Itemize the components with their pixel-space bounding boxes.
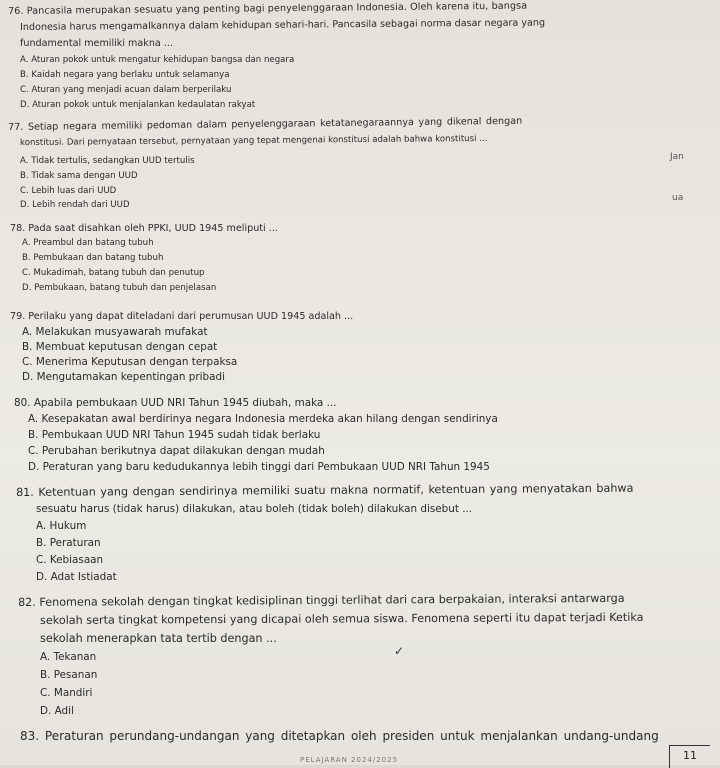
question-80-option-d[interactable]: D. Peraturan yang baru kedudukannya lebih tinggi dari Pembukaan UUD NRI Tahun 1945 [28,461,490,473]
question-78-stem: 78. Pada saat disahkan oleh PPKI, UUD 1945 meliputi ... [10,223,278,234]
question-77-option-c[interactable]: C. Lebih luas dari UUD [20,186,117,196]
check-mark-icon: ✓ [394,644,405,658]
question-76-option-a[interactable]: A. Aturan pokok untuk mengatur kehidupan bangsa dan negara [20,55,295,65]
question-77-option-a[interactable]: A. Tidak tertulis, sedangkan UUD tertulis [20,156,195,166]
question-76-option-b[interactable]: B. Kaidah negara yang berlaku untuk selamanya [20,70,230,80]
question-79-option-c[interactable]: C. Menerima Keputusan dengan terpaksa [22,356,238,368]
question-76-stem-line-2: Indonesia harus mengamalkannya dalam kehidupan sehari-hari. Pancasila sebagai norma dasar negara yang [20,17,546,33]
question-76-option-c[interactable]: C. Aturan yang menjadi acuan dalam berperilaku [20,85,232,95]
question-81-stem-line-2: sesuatu harus (tidak harus) dilakukan, atau boleh (tidak boleh) dilakukan disebut ... [36,503,473,515]
question-77-stem-line-1: 77. Setiap negara memiliki pedoman dalam penyelenggaraan ketatanegaraannya yang dikenal dengan [8,115,523,133]
question-81-option-a[interactable]: A. Hukum [36,520,87,532]
question-82-option-c[interactable]: C. Mandiri [40,687,93,699]
question-77-option-d[interactable]: D. Lebih rendah dari UUD [20,200,130,210]
question-81-option-c[interactable]: C. Kebiasaan [36,554,104,566]
question-79-option-d[interactable]: D. Mengutamakan kepentingan pribadi [22,371,225,383]
question-76-stem-line-3: fundamental memiliki makna ... [20,38,173,49]
question-82-stem-line-2: sekolah serta tingkat kompetensi yang dicapai oleh semua siswa. Fenomena seperti itu dapat terjadi Ketika [40,610,644,627]
question-80-option-b[interactable]: B. Pembukaan UUD NRI Tahun 1945 sudah tidak berlaku [28,429,321,441]
question-78-option-a[interactable]: A. Preambul dan batang tubuh [22,238,154,248]
question-82-stem-line-3: sekolah menerapkan tata tertib dengan ... [40,632,277,645]
question-82-option-a[interactable]: A. Tekanan [40,651,97,663]
question-83-stem: 83. Peraturan perundang-undangan yang ditetapkan oleh presiden untuk menjalankan undang-undang [20,729,659,743]
question-79-option-a[interactable]: A. Melakukan musyawarah mufakat [22,326,208,338]
question-81-stem-line-1: 81. Ketentuan yang dengan sendirinya memiliki suatu makna normatif, ketentuan yang menyatakan bahwa [16,481,634,499]
question-80-option-a[interactable]: A. Kesepakatan awal berdirinya negara Indonesia merdeka akan hilang dengan sendirinya [28,413,498,425]
question-77-stem-line-2: konstitusi. Dari pernyataan tersebut, pernyataan yang tepat mengenai konstitusi adalah bahwa konstitusi ... [20,133,488,148]
margin-note-2: ua [672,193,684,203]
question-82-option-d[interactable]: D. Adil [40,705,74,717]
question-77-option-b[interactable]: B. Tidak sama dengan UUD [20,171,138,181]
question-79-option-b[interactable]: B. Membuat keputusan dengan cepat [22,341,218,353]
question-82-stem-line-1: 82. Fenomena sekolah dengan tingkat kedisiplinan tinggi terlihat dari cara berpakaian, interaksi antarwarga [18,591,625,609]
margin-note-1: Jan [670,152,684,162]
question-81-option-b[interactable]: B. Peraturan [36,537,101,549]
question-78-option-d[interactable]: D. Pembukaan, batang tubuh dan penjelasan [22,283,217,293]
question-78-option-b[interactable]: B. Pembukaan dan batang tubuh [22,253,164,263]
question-82-option-b[interactable]: B. Pesanan [40,669,98,681]
page-number: 11 [669,745,710,768]
question-78-option-c[interactable]: C. Mukadimah, batang tubuh dan penutup [22,268,205,278]
question-76-option-d[interactable]: D. Aturan pokok untuk menjalankan kedaulatan rakyat [20,100,256,110]
question-79-stem: 79. Perilaku yang dapat diteladani dari perumusan UUD 1945 adalah ... [10,311,354,322]
question-81-option-d[interactable]: D. Adat Istiadat [36,571,117,583]
question-76-stem-line-1: 76. Pancasila merupakan sesuatu yang penting bagi penyelenggaraan Indonesia. Oleh karena itu, bangsa [8,0,528,17]
footer-text: PELAJARAN 2024/2025 [300,756,399,764]
question-80-stem: 80. Apabila pembukaan UUD NRI Tahun 1945 diubah, maka ... [14,397,337,409]
question-80-option-c[interactable]: C. Perubahan berikutnya dapat dilakukan dengan mudah [28,445,325,457]
